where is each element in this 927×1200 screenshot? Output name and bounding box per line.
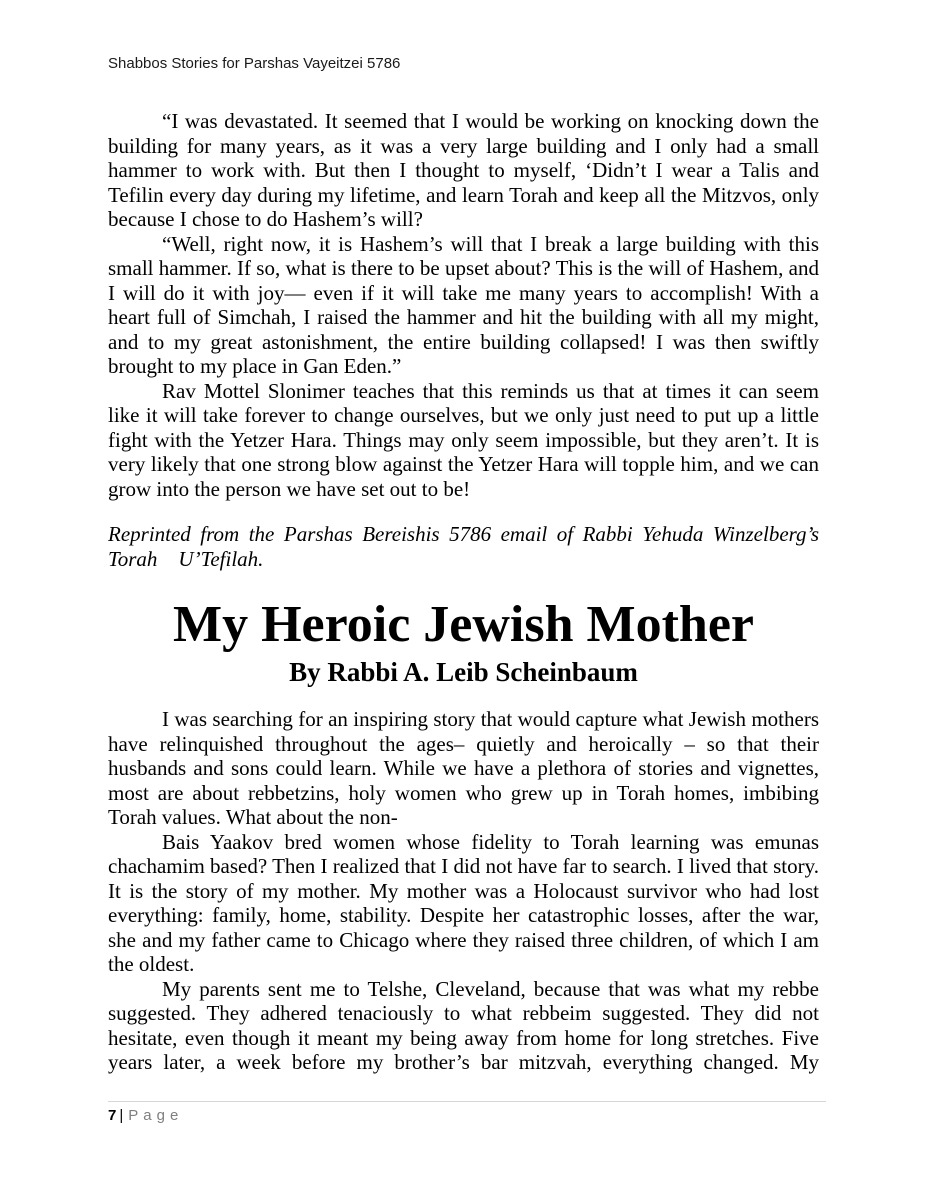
story-byline: By Rabbi A. Leib Scheinbaum — [289, 657, 638, 687]
story-title: My Heroic Jewish Mother — [173, 596, 754, 653]
document-body — [108, 109, 819, 1075]
paragraph-next-story-2: Bais Yaakov bred women whose fidelity to Torah learning was emunas chachamim based? Then I realized that I did not have far to search. I lived that story. It is the story of my mother. My mother was a Holocaust survivor who had lost everything: family, home, stability. Despite her catastrophic losses, after the war, she and my father came to Chicago where they raised three children, of which I am the oldest. — [108, 829, 819, 976]
page-footer — [108, 1101, 826, 1124]
page-number: 7 — [108, 1107, 117, 1124]
page-label: Page — [128, 1107, 184, 1124]
paragraph-story-end-2: “Well, right now, it is Hashem’s will that I break a large building with this small hammer. If so, what is there to be upset about? This is the will of Hashem, and I will do it with joy— even if it will take me many years to accomplish! With a heart full of Simchah, I raised the hammer and hit the building with all my might, and to my great astonishment, the entire building collapsed! I was then swiftly brought to my place in Gan Eden.” — [108, 231, 819, 378]
running-header: Shabbos Stories for Parshas Vayeitzei 5786 — [108, 55, 401, 72]
paragraph-story-end-3: Rav Mottel Slonimer teaches that this reminds us that at times it can seem like it will take forever to change ourselves, but we only just need to put up a little fight with the Yetzer Hara. Things may only seem impossible, but they aren’t. It is very likely that one strong blow against the Yetzer Hara will topple him, and we can grow into the person we have set out to be! — [108, 378, 819, 501]
attribution-note: Reprinted from the Parshas Bereishis 5786 email of Rabbi Yehuda Winzelberg’s Torah U’Tefilah. — [108, 522, 819, 571]
paragraph-next-story-1: I was searching for an inspiring story that would capture what Jewish mothers have relinquished throughout the ages– quietly and heroically – so that their husbands and sons could learn. While we have a plethora of stories and vignettes, most are about rebbetzins, holy women who grew up in Torah homes, imbibing Torah values. What about the non- — [108, 707, 819, 829]
paragraph-story-end-1: “I was devastated. It seemed that I would be working on knocking down the building for many years, as it was a very large building and I only had a small hammer to work with. But then I thought to myself, ‘Didn’t I wear a Talis and Tefilin every day during my lifetime, and learn Torah and keep all the Mitzvos, only because I chose to do Hashem’s will? — [108, 109, 819, 231]
paragraph-next-story-3: My parents sent me to Telshe, Cleveland, because that was what my rebbe suggested. They adhered tenaciously to what rebbeim suggested. They did not hesitate, even though it meant my being away from home for long stretches. Five years later, a week before my brother’s bar mitzvah, everything changed. My — [108, 976, 819, 1074]
footer-separator: | — [119, 1107, 124, 1124]
